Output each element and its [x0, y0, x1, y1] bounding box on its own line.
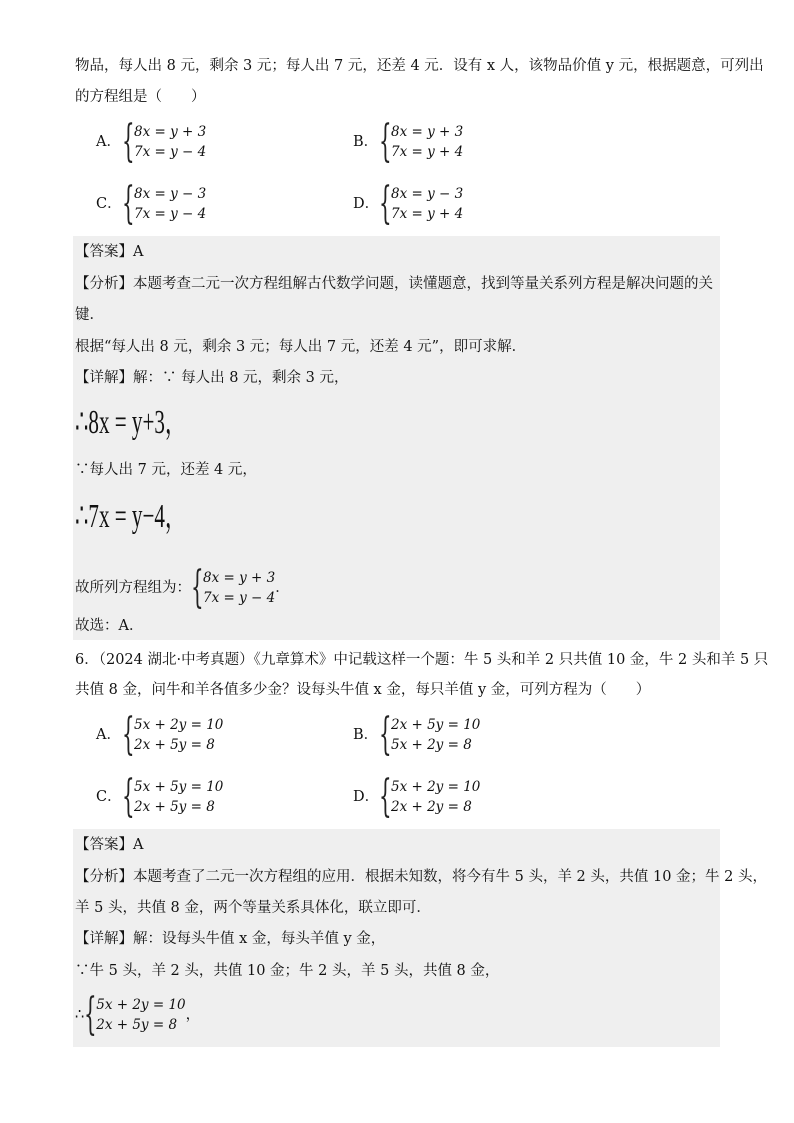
- q6-final-system: [75, 989, 201, 1040]
- equation: 5x + 2y = 10: [134, 717, 224, 733]
- equation: 2x + 5y = 10: [391, 717, 481, 733]
- conclusion-suffix: ．: [275, 580, 290, 596]
- brace-icon: {: [84, 989, 97, 1040]
- q6-option-c: [96, 771, 224, 822]
- equation: 5x + 5y = 10: [134, 779, 224, 795]
- conclusion-prefix: 故所列方程组为：: [75, 580, 191, 596]
- option-letter: D．: [353, 196, 380, 212]
- equation: 5x + 2y = 10: [391, 779, 481, 795]
- equation-system: [379, 771, 481, 822]
- brace-icon: {: [122, 116, 135, 167]
- q5-answer: 【答案】A: [75, 244, 144, 260]
- brace-icon: {: [122, 178, 135, 229]
- brace-icon: {: [122, 709, 135, 760]
- q6-option-b: [353, 709, 481, 760]
- equation: 8x = y + 3: [134, 124, 207, 140]
- option-letter: C．: [96, 789, 122, 805]
- option-letter: D．: [353, 789, 380, 805]
- q6-analysis-line1: 【分析】本题考查了二元一次方程组的应用．根据未知数，将今有牛 5 头，羊 2 头，共值 10 金；牛 2 头，: [75, 869, 767, 885]
- q5-conclusion: [75, 562, 290, 613]
- q5-analysis-line3: 根据“每人出 8 元，剩余 3 元；每人出 7 元，还差 4 元”，即可求解．: [75, 339, 527, 355]
- q5-detail-line1: 【详解】解：∵ 每人出 8 元，剩余 3 元，: [75, 370, 349, 386]
- q5-option-d: [353, 178, 464, 229]
- q5-analysis-line1: 【分析】本题考查二元一次方程组解古代数学问题，读懂题意，找到等量关系列方程是解决问题的关: [75, 276, 713, 292]
- brace-icon: {: [379, 116, 392, 167]
- q5-stem-line2: 的方程组是（ ）: [75, 89, 206, 105]
- brace-icon: {: [191, 562, 204, 613]
- equation: 7x = y − 4: [134, 206, 207, 222]
- brace-icon: {: [122, 771, 135, 822]
- brace-icon: {: [379, 771, 392, 822]
- equation: 2x + 5y = 8: [96, 1017, 178, 1033]
- q6-answer: 【答案】A: [75, 837, 144, 853]
- q5-choose: 故选：A．: [75, 618, 144, 634]
- equation: 7x = y − 4: [134, 144, 207, 160]
- q6-detail-line2: ∵牛 5 头，羊 2 头，共值 10 金；牛 2 头，羊 5 头，共值 8 金，: [75, 963, 500, 979]
- q5-stem-line1: 物品，每人出 8 元，剩余 3 元；每人出 7 元，还差 4 元．设有 x 人，该物品价值 y 元，根据题意，可列出: [75, 58, 764, 74]
- equation: 7x = y − 4: [203, 590, 276, 606]
- option-letter: A．: [96, 727, 121, 743]
- q6-stem-line1: 6．（2024 湖北·中考真题）《九章算术》中记载这样一个题：牛 5 头和羊 2 只共值 10 金，牛 2 头和羊 5 只: [75, 652, 769, 668]
- equation-system: [122, 771, 224, 822]
- equation-system: [122, 709, 224, 760]
- equation-system: [379, 116, 464, 167]
- option-letter: C．: [96, 196, 122, 212]
- q6-option-d: [353, 771, 481, 822]
- option-letter: B．: [353, 134, 379, 150]
- q5-analysis-line2: 键．: [75, 307, 104, 323]
- equation-system: [84, 989, 186, 1040]
- option-letter: B．: [353, 727, 379, 743]
- equation: 5x + 2y = 10: [96, 997, 186, 1013]
- equation: 5x + 2y = 8: [391, 737, 472, 753]
- q5-big-equation-1: ∴8x = y+3，: [75, 404, 186, 441]
- q5-option-a: [96, 116, 207, 167]
- equation-system: [122, 116, 207, 167]
- option-letter: A．: [96, 134, 121, 150]
- equation: 7x = y + 4: [391, 206, 464, 222]
- equation: 2x + 5y = 8: [134, 737, 215, 753]
- final-suffix: ，: [185, 1007, 201, 1023]
- equation-system: [191, 562, 276, 613]
- q5-option-b: [353, 116, 464, 167]
- q6-analysis-line2: 羊 5 头，共值 8 金，两个等量关系具体化，联立即可．: [75, 900, 431, 916]
- brace-icon: {: [379, 178, 392, 229]
- equation: 2x + 5y = 8: [134, 799, 215, 815]
- equation-system: [379, 178, 464, 229]
- q5-detail-line2: ∵每人出 7 元，还差 4 元，: [75, 462, 257, 478]
- q6-stem-line2: 共值 8 金，问牛和羊各值多少金？设每头牛值 x 金，每只羊值 y 金，可列方程为（ ）: [75, 682, 651, 698]
- equation: 8x = y + 3: [203, 570, 276, 586]
- equation-system: [122, 178, 207, 229]
- q6-detail-line1: 【详解】解：设每头牛值 x 金，每头羊值 y 金，: [75, 931, 386, 947]
- equation: 2x + 2y = 8: [391, 799, 472, 815]
- q6-option-a: [96, 709, 224, 760]
- equation: 8x = y + 3: [391, 124, 464, 140]
- equation: 8x = y − 3: [391, 186, 464, 202]
- equation: 7x = y + 4: [391, 144, 464, 160]
- q5-big-equation-2: ∴7x = y−4，: [75, 498, 186, 535]
- q5-option-c: [96, 178, 207, 229]
- equation-system: [379, 709, 481, 760]
- brace-icon: {: [379, 709, 392, 760]
- equation: 8x = y − 3: [134, 186, 207, 202]
- therefore-symbol: ∴: [75, 1007, 85, 1023]
